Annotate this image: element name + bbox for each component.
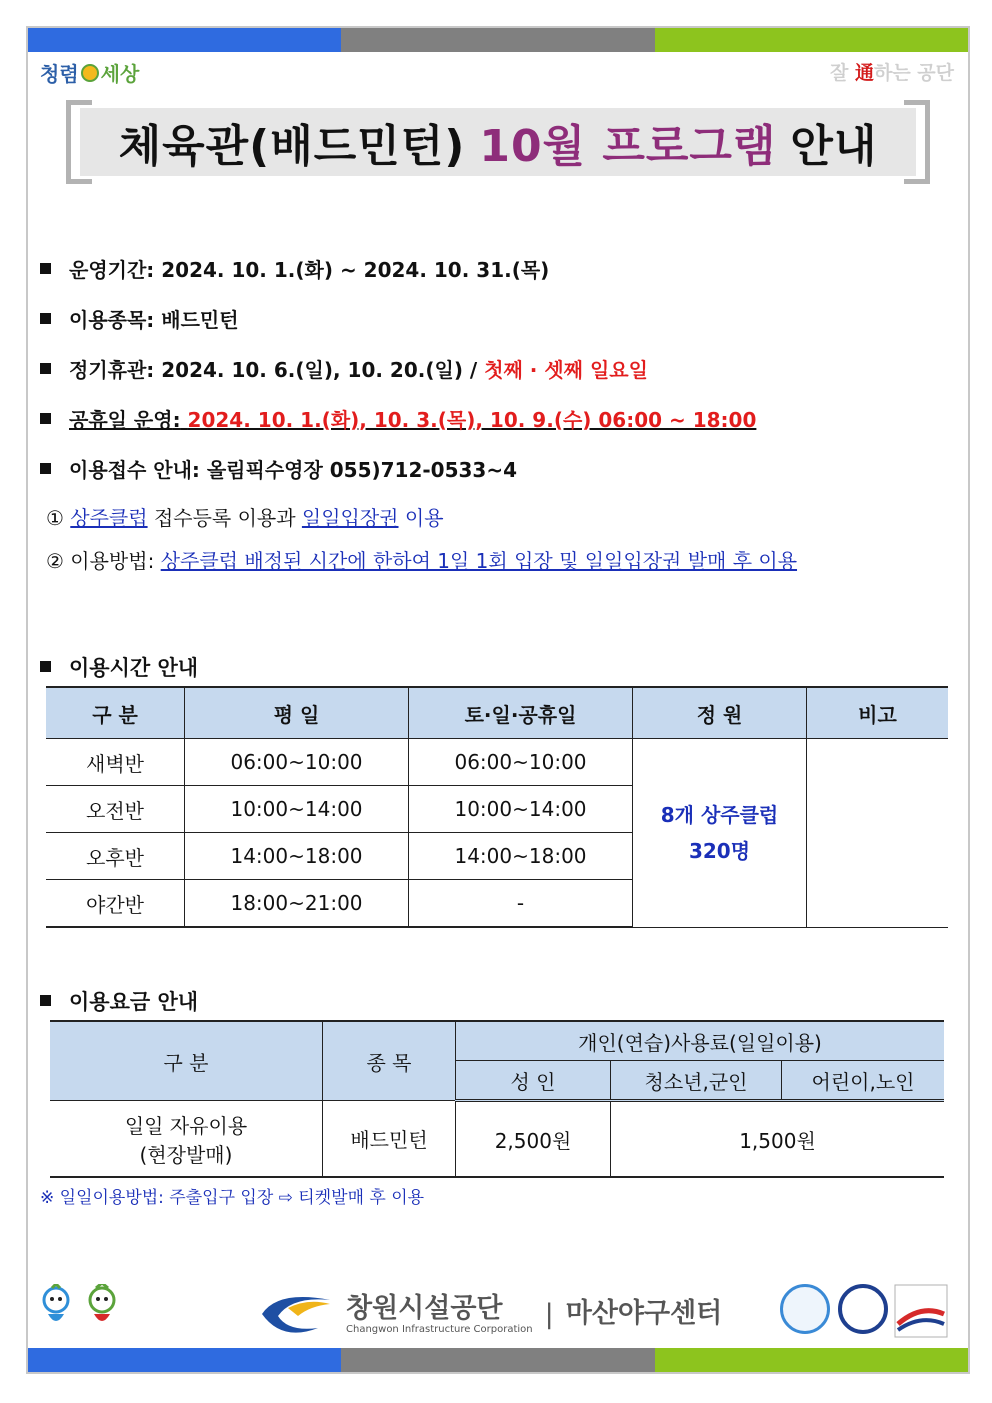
holiday-value: 2024. 10. 1.(화), 10. 3.(목), 10. 9.(수) 06:00 ~ 18:00: [187, 408, 757, 432]
bar-segment-blue: [28, 28, 341, 52]
holiday-colon: :: [172, 408, 181, 432]
slogan-logo: [830, 58, 954, 85]
certification-mark-icon: [894, 1284, 948, 1338]
fees-category-cell: [50, 1101, 323, 1178]
org-english: Changwon Infrastructure Corporation: [346, 1323, 533, 1335]
sport-value: 배드민턴: [161, 308, 239, 332]
sub1-num: ①: [46, 506, 64, 530]
slogan-mid: 通: [854, 62, 874, 84]
row-weekday: 14:00~18:00: [185, 833, 409, 880]
title-part-3: 안내: [790, 121, 878, 172]
bar-segment-green: [655, 28, 968, 52]
sub1-text: 접수등록 이용과: [153, 506, 296, 530]
bullet-square-icon: [40, 263, 51, 274]
bar-segment-blue: [28, 1348, 341, 1372]
clean-world-logo: [40, 58, 139, 87]
bar-segment-gray: [341, 28, 654, 52]
row-category: 새벽반: [46, 739, 185, 786]
info-sub-2: [46, 545, 797, 574]
fees-header-youth: 청소년,군인: [611, 1061, 782, 1101]
sub2-value: 상주클럽 배정된 시간에 한하여 1일 1회 입장 및 일일입장권 발매 후 이용: [160, 549, 798, 573]
fees-header-category: 구 분: [50, 1021, 323, 1101]
usage-note: ※ 일일이용방법: 주출입구 입장 ⇨ 티켓발매 후 이용: [40, 1188, 425, 1208]
title-part-2: 10월 프로그램: [479, 121, 777, 172]
fees-category-line1: 일일 자유이용: [124, 1113, 248, 1138]
row-weekday: 10:00~14:00: [185, 786, 409, 833]
fees-other: 1,500원: [611, 1101, 945, 1178]
header-weekend: 토·일·공휴일: [409, 687, 633, 739]
fees-header-item: 종 목: [323, 1021, 456, 1101]
sub1-use: 이용: [404, 506, 444, 530]
logo-left-text-1: 청렴: [40, 62, 79, 86]
bullet-square-icon: [40, 661, 51, 672]
info-sub-1: [46, 502, 444, 531]
header-capacity: 정 원: [633, 687, 807, 739]
sub2-label: 이용방법:: [70, 549, 155, 573]
header-weekday: 평 일: [185, 687, 409, 739]
info-period: [40, 254, 549, 283]
info-closed: [40, 354, 648, 383]
fees-item: 배드민턴: [323, 1101, 456, 1178]
sub2-num: ②: [46, 549, 64, 573]
bottom-color-bar: [28, 1348, 968, 1372]
title-banner: [66, 100, 930, 184]
fees-heading: [40, 986, 198, 1016]
schedule-heading: [40, 652, 198, 682]
mascot-icon: [82, 1284, 122, 1334]
row-weekend: 10:00~14:00: [409, 786, 633, 833]
table-row: [46, 739, 948, 786]
closed-note: 첫째 · 셋째 일요일: [484, 358, 648, 382]
fees-header-row: [50, 1021, 944, 1061]
contact-label: 이용접수 안내:: [69, 458, 200, 482]
header-remark: 비고: [807, 687, 949, 739]
contact-value: 올림픽수영장 055)712-0533~4: [206, 458, 518, 482]
slogan-pre: 잘: [829, 62, 855, 84]
sub1-club: 상주클럽: [70, 506, 148, 530]
fees-adult: 2,500원: [456, 1101, 611, 1178]
remark-cell: [807, 739, 949, 928]
fees-header-adult: 성 인: [456, 1061, 611, 1101]
facility-name: 마산야구센터: [565, 1298, 723, 1329]
fees-heading-text: 이용요금 안내: [69, 990, 199, 1014]
logo-left-text-2: 세상: [100, 62, 140, 86]
row-weekday: 06:00~10:00: [185, 739, 409, 786]
title-part-1: 체육관(배드민턴): [118, 121, 466, 172]
fees-table: [50, 1020, 944, 1178]
header-category: 구 분: [46, 687, 185, 739]
org-emblem-icon: [258, 1286, 334, 1342]
mascot-icon: [36, 1284, 76, 1334]
human-rights-cert-icon: [838, 1284, 888, 1334]
schedule-table: [46, 686, 948, 928]
row-category: 오전반: [46, 786, 185, 833]
consumer-cert-icon: [780, 1284, 830, 1334]
top-color-bar: [28, 28, 968, 52]
sub1-ticket: 일일입장권: [301, 506, 399, 530]
sun-icon: [81, 64, 99, 82]
footer: [28, 1280, 968, 1344]
period-value: 2024. 10. 1.(화) ~ 2024. 10. 31.(목): [161, 258, 550, 282]
row-weekend: 06:00~10:00: [409, 739, 633, 786]
bullet-square-icon: [40, 413, 51, 424]
table-header-row: [46, 687, 948, 739]
bullet-square-icon: [40, 463, 51, 474]
info-contact: [40, 454, 517, 483]
row-category: 오후반: [46, 833, 185, 880]
row-weekend: 14:00~18:00: [409, 833, 633, 880]
info-sport: [40, 304, 239, 333]
bullet-square-icon: [40, 313, 51, 324]
org-name: 창원시설공단: [346, 1292, 503, 1324]
row-weekend: -: [409, 880, 633, 928]
table-row: [50, 1101, 944, 1178]
bar-segment-gray: [341, 1348, 654, 1372]
fees-header-child: 어린이,노인: [782, 1061, 945, 1101]
slogan-post: 하는 공단: [873, 62, 954, 84]
row-weekday: 18:00~21:00: [185, 880, 409, 928]
row-category: 야간반: [46, 880, 185, 928]
org-name-block: [346, 1294, 533, 1335]
period-label: 운영기간:: [69, 258, 155, 282]
fees-header-group: 개인(연습)사용료(일일이용): [456, 1021, 945, 1061]
capacity-cell: [633, 739, 807, 928]
bar-segment-green: [655, 1348, 968, 1372]
capacity-clubs: 8개 상주클럽: [660, 802, 779, 827]
capacity-people: 320명: [688, 838, 751, 863]
org-separator: |: [544, 1298, 554, 1330]
fees-category-line2: (현장발매): [139, 1142, 233, 1167]
bullet-square-icon: [40, 995, 51, 1006]
bullet-square-icon: [40, 363, 51, 374]
sport-label: 이용종목:: [69, 308, 155, 332]
closed-label: 정기휴관:: [69, 358, 155, 382]
closed-value: 2024. 10. 6.(일), 10. 20.(일) /: [161, 358, 478, 382]
org-logo: [258, 1286, 722, 1342]
holiday-label: 공휴일 운영: [69, 408, 173, 432]
info-holiday: [40, 404, 756, 433]
schedule-heading-text: 이용시간 안내: [69, 656, 199, 680]
page-title: [80, 108, 916, 176]
